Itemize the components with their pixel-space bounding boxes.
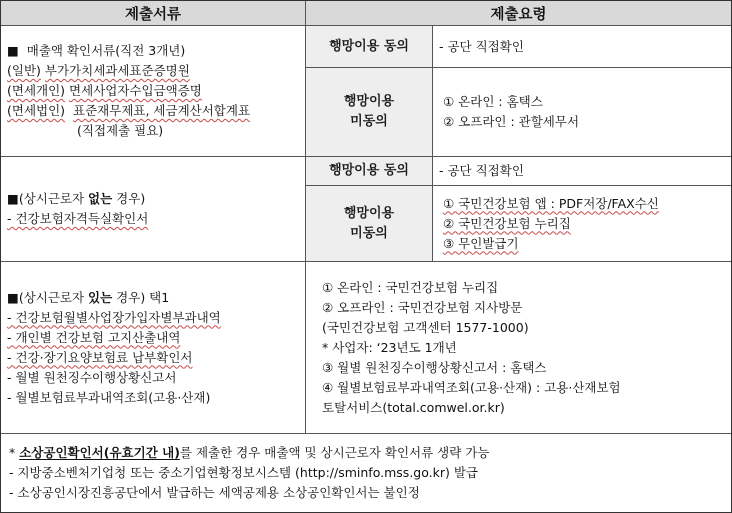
row1-nonconsent-label-line2: 미동의 — [350, 114, 388, 129]
row1-consent-value-text: - 공단 직접확인 — [439, 38, 524, 54]
row1-nonconsent-label-line1: 행망이용 — [343, 94, 395, 109]
row1-item-general: (일반) 부가가치세과세표준증명원 — [7, 63, 190, 78]
row3-method-business-note: * 사업자: ‘23년도 1개년 — [322, 339, 457, 355]
footer-notes — [0, 433, 732, 513]
header-method — [305, 0, 732, 26]
row3-item-3: - 건강·장기요양보험료 납부확인서 — [7, 349, 193, 365]
footer-line-2: - 지방중소벤처기업청 또는 중소기업현황정보시스템 (http://sminfo.mss.go.kr) 발급 — [9, 465, 479, 480]
row3-method-comwel-url: 토탈서비스(total.comwel.or.kr) — [322, 399, 505, 415]
header-method-label: 제출요령 — [490, 6, 547, 23]
row3-item-4: - 월별 원천징수이행상황신고서 — [7, 369, 177, 385]
row3-method — [305, 261, 732, 434]
header-documents-label: 제출서류 — [124, 6, 182, 23]
row1-nonconsent-label — [305, 67, 433, 157]
footer-line-1: * 소상공인확인서(유효기간 내)를 제출한 경우 매출액 및 상시근로자 확인서류 생략 가능 — [9, 445, 490, 460]
row1-nonconsent-value — [432, 67, 732, 157]
row2-nonconsent-label-line1: 행망이용 — [343, 205, 395, 221]
row2-title: ■(상시근로자 없는 경우) — [7, 191, 146, 206]
row3-method-callcenter: (국민건강보험 고객센터 1577-1000) — [322, 319, 529, 335]
row1-nonconsent-item-online: ① 온라인 : 홈택스 — [443, 94, 543, 109]
row3-method-online: ① 온라인 : 국민건강보험 누리집 — [322, 279, 499, 295]
row2-nonconsent-item-app: ① 국민건강보험 앱 : PDF저장/FAX수신 — [443, 195, 659, 211]
row2-consent-value — [432, 156, 732, 186]
header-documents — [0, 0, 306, 26]
row1-consent-label — [305, 25, 433, 68]
row3-method-hometax: ③ 월별 원천징수이행상황신고서 : 홈택스 — [322, 359, 547, 375]
row1-title: ■ 매출액 확인서류(직전 3개년) — [7, 43, 186, 58]
row2-nonconsent-value — [432, 185, 732, 262]
row1-consent-label-text: 행망이용 동의 — [329, 38, 409, 54]
row2-nonconsent-item-kiosk: ③ 무인발급기 — [443, 235, 519, 251]
row1-item-exempt-corporate: (면세법인) 표준재무제표, 세금계산서합계표 — [7, 103, 251, 118]
row3-title: ■(상시근로자 있는 경우) 택1 — [7, 289, 170, 305]
row1-item-exempt-individual: (면세개인) 면세사업자수입금액증명 — [7, 83, 202, 98]
row1-note: (직접제출 필요) — [77, 123, 164, 138]
row3-method-comwel: ④ 월별보험료부과내역조회(고용·산재) : 고용·산재보험 — [322, 379, 621, 395]
row2-nonconsent-item-website: ② 국민건강보험 누리집 — [443, 215, 571, 231]
row3-method-offline: ② 오프라인 : 국민건강보험 지사방문 — [322, 299, 523, 315]
row2-consent-value-text: - 공단 직접확인 — [439, 163, 524, 178]
row2-item: - 건강보험자격득실확인서 — [7, 211, 149, 226]
row2-consent-label-text: 행망이용 동의 — [329, 163, 409, 178]
row2-consent-label — [305, 156, 433, 186]
row3-item-2: - 개인별 건강보험 고지산출내역 — [7, 329, 181, 345]
row2-nonconsent-label-line2: 미동의 — [350, 225, 388, 241]
row1-nonconsent-item-offline: ② 오프라인 : 관할세무서 — [443, 114, 580, 129]
row2-nonconsent-label — [305, 185, 433, 262]
row3-item-5: - 월별보험료부과내역조회(고용·산재) — [7, 389, 211, 405]
row2-documents — [0, 156, 306, 262]
row3-item-1: - 건강보험월별사업장가입자별부과내역 — [7, 309, 221, 325]
footer-line-3: - 소상공인시장진흥공단에서 발급하는 세액공제용 소상공인확인서는 불인정 — [9, 485, 420, 500]
row1-consent-value — [432, 25, 732, 68]
row3-documents — [0, 261, 306, 434]
row1-documents — [0, 25, 306, 157]
